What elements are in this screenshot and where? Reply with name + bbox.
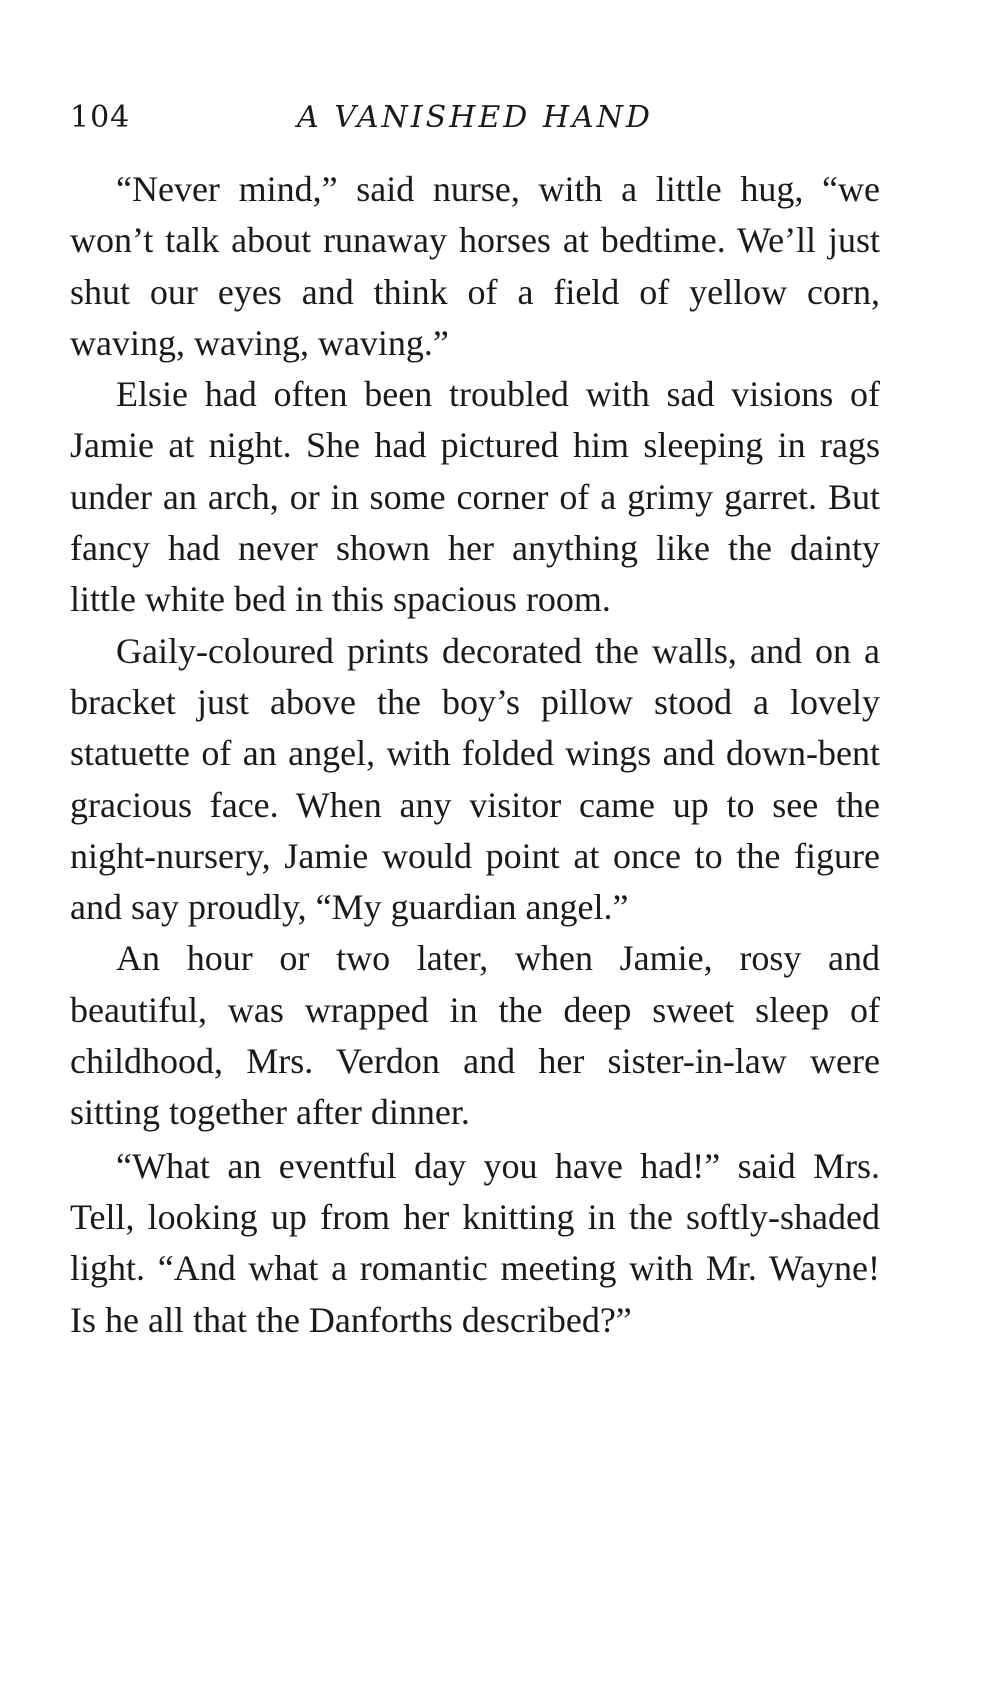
paragraph-4: An hour or two later, when Jamie, rosy and beautiful, was wrapped in the deep sweet sleep of childhood, Mrs. Verdon and her sister-in-law were sitting together after dinner. bbox=[70, 938, 880, 1133]
running-title: A VANISHED HAND bbox=[297, 100, 653, 135]
paragraph-2: Elsie had often been troubled with sad visions of Jamie at night. She had pictured him sleeping in rags under an arch, or in some corner of a grimy garret. But fancy had never shown her anything like the dainty little white bed in this spacious room. bbox=[70, 374, 880, 620]
running-head bbox=[70, 100, 880, 140]
page-number: 104 bbox=[70, 100, 131, 135]
paragraph-5: “What an eventful day you have had!” said Mrs. Tell, looking up from her knitting in the softly-shaded light. “And what a romantic meeting with Mr. Wayne! Is he all that the Danforths described?” bbox=[70, 1145, 880, 1340]
paragraph-3: Gaily-coloured prints decorated the walls, and on a bracket just above the boy’s pillow stood a lovely statuette of an angel, with folded wings and down-bent gracious face. When any visitor came up to see the night-nursery, Jamie would point at once to the figure and say proudly, “My guardian angel.” bbox=[70, 630, 880, 928]
paragraph-1: “Never mind,” said nurse, with a little hug, “we won’t talk about runaway horses at bedtime. We’ll just shut our eyes and think of a field of yellow corn, waving, waving, waving.” bbox=[70, 169, 880, 363]
body-text bbox=[70, 164, 880, 1346]
